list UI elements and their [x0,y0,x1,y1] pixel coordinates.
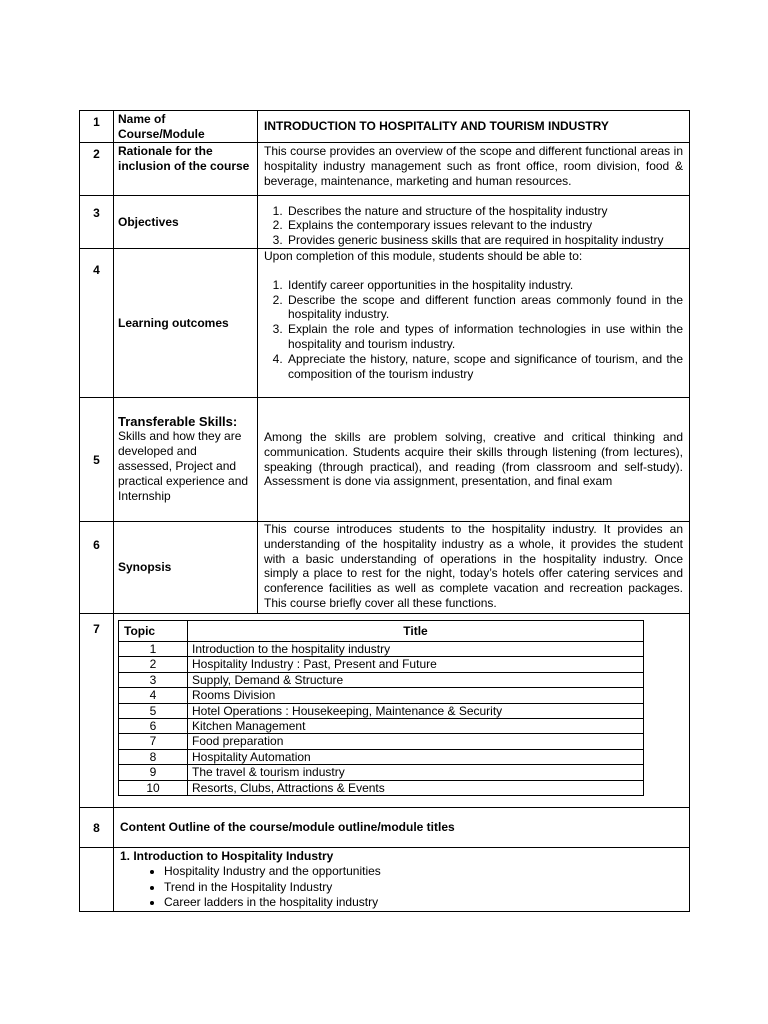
course-table [79,110,690,912]
list-item: • Trend in the Hospitality Industry [164,880,683,896]
row-number: 4 [80,249,114,398]
row-number [80,848,114,912]
topic-title: Hotel Operations : Housekeeping, Maintenance & Security [188,703,644,718]
row-rationale [80,143,690,196]
row-synopsis [80,522,690,614]
outline-section-cell [114,848,690,912]
synopsis-value: This course introduces students to the hospitality industry. It provides an understanding of the hospitality industry as a whole, it provides the student with a basic understanding of operations in the hospitality industry. Once simply a place to rest for the night, today’s hotels offer catering services and conference facilities as well as complete vacation and recreation packages. This course briefly cover all these functions. [258,522,690,614]
topic-number: 1 [119,642,188,657]
topic-number: 6 [119,719,188,734]
transferable-skills-heading: Transferable Skills: [118,413,238,429]
table-row [119,703,644,718]
course-document [79,110,690,912]
topic-title: Food preparation [188,734,644,749]
row-learning-outcomes [80,249,690,398]
row-number: 6 [80,522,114,614]
topic-number: 8 [119,749,188,764]
row-objectives [80,196,690,249]
row-number: 5 [80,398,114,522]
topic-title: Hospitality Industry : Past, Present and Future [188,657,644,672]
learning-outcomes-list [264,278,683,382]
list-item: 2. Describe the scope and different function areas commonly found in the hospitality industry. [286,293,683,323]
topics-header-row [119,621,644,642]
title-column-header: Title [188,621,644,642]
list-item: 3. Explain the role and types of information technologies in use within the hospitality and tourism industry. [286,322,683,352]
topic-number: 3 [119,672,188,687]
list-item: • Hospitality Industry and the opportunities [164,864,683,880]
transferable-skills-label [114,398,258,522]
topic-title: Resorts, Clubs, Attractions & Events [188,780,644,795]
rationale-value: This course provides an overview of the scope and different functional areas in hospitality industry management such as front office, room division, food & beverage, maintenance, marketing and human resources. [258,143,690,196]
topic-number: 4 [119,688,188,703]
row-number: 3 [80,196,114,249]
table-row [119,642,644,657]
synopsis-label: Synopsis [114,522,258,614]
row-number: 8 [80,808,114,848]
row-outline-section-1 [80,848,690,912]
topics-table [118,620,644,796]
topic-title: Hospitality Automation [188,749,644,764]
topic-title: Supply, Demand & Structure [188,672,644,687]
list-item: 1. Describes the nature and structure of the hospitality industry [286,204,683,219]
topic-number: 5 [119,703,188,718]
table-row [119,719,644,734]
row-course-name [80,111,690,143]
transferable-skills-value: Among the skills are problem solving, creative and critical thinking and communication. Students acquire their skills through listening (from lectures), speaking (through practical), and reading (from classroom and self-study). Assessment is done via assignment, presentation, and final exam [258,398,690,522]
table-row [119,780,644,795]
course-name-value: INTRODUCTION TO HOSPITALITY AND TOURISM INDUSTRY [258,111,690,143]
table-row [119,688,644,703]
topic-title: The travel & tourism industry [188,765,644,780]
topic-number: 9 [119,765,188,780]
objectives-label: Objectives [114,196,258,249]
learning-outcomes-intro: Upon completion of this module, students should be able to: [264,249,583,263]
table-row [119,734,644,749]
list-item: 1. Identify career opportunities in the hospitality industry. [286,278,683,293]
row-number: 1 [80,111,114,143]
topic-title: Kitchen Management [188,719,644,734]
outline-section-heading: 1. Introduction to Hospitality Industry [120,849,334,863]
row-content-outline [80,808,690,848]
row-number: 7 [80,614,114,808]
outline-bullets [120,864,683,911]
table-row [119,672,644,687]
table-row [119,765,644,780]
row-transferable-skills [80,398,690,522]
topic-column-header: Topic [119,621,188,642]
content-outline-label: Content Outline of the course/module outline/module titles [114,808,690,848]
objectives-value [258,196,690,249]
course-name-label: Name of Course/Module [114,111,258,143]
topic-number: 10 [119,780,188,795]
rationale-label: Rationale for the inclusion of the course [114,143,258,196]
topic-title: Rooms Division [188,688,644,703]
objectives-list [264,204,683,248]
list-item: 2. Explains the contemporary issues relevant to the industry [286,218,683,233]
transferable-skills-description: Skills and how they are developed and assessed, Project and practical experience and Internship [118,429,249,504]
topic-number: 2 [119,657,188,672]
topics-cell [114,614,690,808]
row-number: 2 [80,143,114,196]
learning-outcomes-label: Learning outcomes [114,249,258,398]
list-item: 4. Appreciate the history, nature, scope and significance of tourism, and the composition of the tourism industry [286,352,683,382]
table-row [119,657,644,672]
row-topics [80,614,690,808]
list-item: 3. Provides generic business skills that are required in hospitality industry [286,233,683,248]
topic-number: 7 [119,734,188,749]
list-item: • Career ladders in the hospitality industry [164,895,683,911]
table-row [119,749,644,764]
learning-outcomes-value [258,249,690,398]
topic-title: Introduction to the hospitality industry [188,642,644,657]
